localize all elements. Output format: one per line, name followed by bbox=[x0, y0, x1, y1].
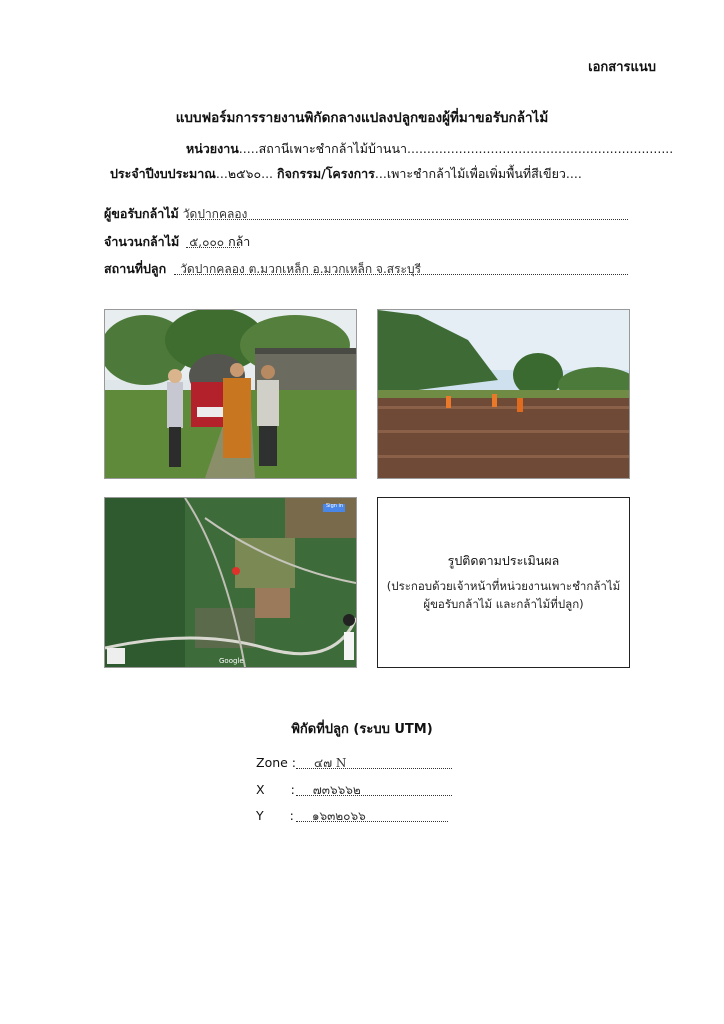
activity-label: กิจกรรม/โครงการ bbox=[277, 166, 375, 181]
photo-planting-field bbox=[377, 309, 630, 479]
quantity-unit: กล้า bbox=[228, 234, 251, 249]
utm-y-dotted-line bbox=[296, 821, 448, 822]
quantity-label: จำนวนกล้าไม้ bbox=[104, 234, 180, 249]
photo-recipients-svg bbox=[105, 310, 356, 478]
followup-title: รูปติดตามประเมินผล bbox=[447, 553, 560, 568]
utm-zone-label: Zone : bbox=[256, 755, 297, 770]
utm-x-row bbox=[256, 781, 361, 800]
utm-y-label: Y bbox=[256, 808, 264, 823]
utm-x-value: ๗๓๖๖๖๒ bbox=[312, 783, 361, 797]
utm-x-label: X bbox=[256, 782, 265, 797]
agency-value: สถานีเพาะชำกล้าไม้บ้านนา bbox=[258, 141, 408, 156]
fiscal-year-value: ๒๕๖๐ bbox=[227, 166, 262, 181]
recipient-value: วัดปากคลอง bbox=[182, 207, 248, 221]
recipient-label: ผู้ขอรับกล้าไม้ bbox=[104, 206, 179, 221]
recipient-line bbox=[104, 204, 247, 224]
utm-zone-dotted-line bbox=[296, 768, 452, 769]
recipient-dotted-line bbox=[188, 219, 628, 220]
attachment-label: เอกสารแนบ bbox=[588, 60, 656, 75]
quantity-dotted-line bbox=[186, 247, 240, 248]
utm-title: พิกัดที่ปลูก (ระบบ UTM) bbox=[291, 722, 433, 737]
photo-field-svg bbox=[378, 310, 629, 478]
map-signin-button[interactable]: Sign in bbox=[326, 503, 344, 509]
followup-line2: ผู้ขอรับกล้าไม้ และกล้าไม้ที่ปลูก) bbox=[423, 597, 584, 611]
utm-x-colon: : bbox=[290, 782, 295, 797]
utm-zone-row bbox=[256, 754, 346, 773]
utm-y-colon: : bbox=[289, 808, 294, 823]
agency-line: หน่วยงาน.....สถานีเพาะชำกล้าไม้บ้านนา................................................................... bbox=[186, 141, 674, 156]
location-dotted-line bbox=[174, 274, 628, 275]
form-title: แบบฟอร์มการรายงานพิกัดกลางแปลงปลูกของผู้ที่มาขอรับกล้าไม้ bbox=[175, 110, 549, 126]
location-label: สถานที่ปลูก bbox=[104, 261, 167, 276]
utm-zone-value: ๔๗ N bbox=[314, 756, 347, 770]
agency-label: หน่วยงาน bbox=[186, 141, 239, 156]
satellite-map bbox=[104, 497, 357, 668]
followup-line1: (ประกอบด้วยเจ้าหน้าที่หน่วยงานเพาะชำกล้าไม้ bbox=[386, 579, 621, 593]
quantity-line bbox=[104, 232, 250, 252]
map-brand: Google bbox=[219, 657, 244, 665]
quantity-value: ๕,๐๐๐ bbox=[189, 235, 225, 249]
location-line bbox=[104, 259, 421, 279]
fiscal-line: ประจำปีงบประมาณ...๒๕๖๐... กิจกรรม/โครงการ...เพาะชำกล้าไม้เพื่อเพิ่มพื้นที่สีเขียว.... bbox=[110, 166, 582, 181]
utm-y-row bbox=[256, 807, 366, 826]
activity-value: เพาะชำกล้าไม้เพื่อเพิ่มพื้นที่สีเขียว bbox=[386, 166, 566, 181]
location-value: วัดปากคลอง ต.มวกเหล็ก อ.มวกเหล็ก จ.สระบุรี bbox=[180, 262, 422, 276]
fiscal-year-label: ประจำปีงบประมาณ bbox=[110, 166, 216, 181]
satellite-map-svg bbox=[105, 498, 356, 667]
utm-y-value: ๑๖๓๒๐๖๖ bbox=[311, 809, 366, 823]
followup-photo-box bbox=[377, 497, 630, 668]
photo-recipients-with-truck bbox=[104, 309, 357, 479]
utm-x-dotted-line bbox=[296, 795, 452, 796]
